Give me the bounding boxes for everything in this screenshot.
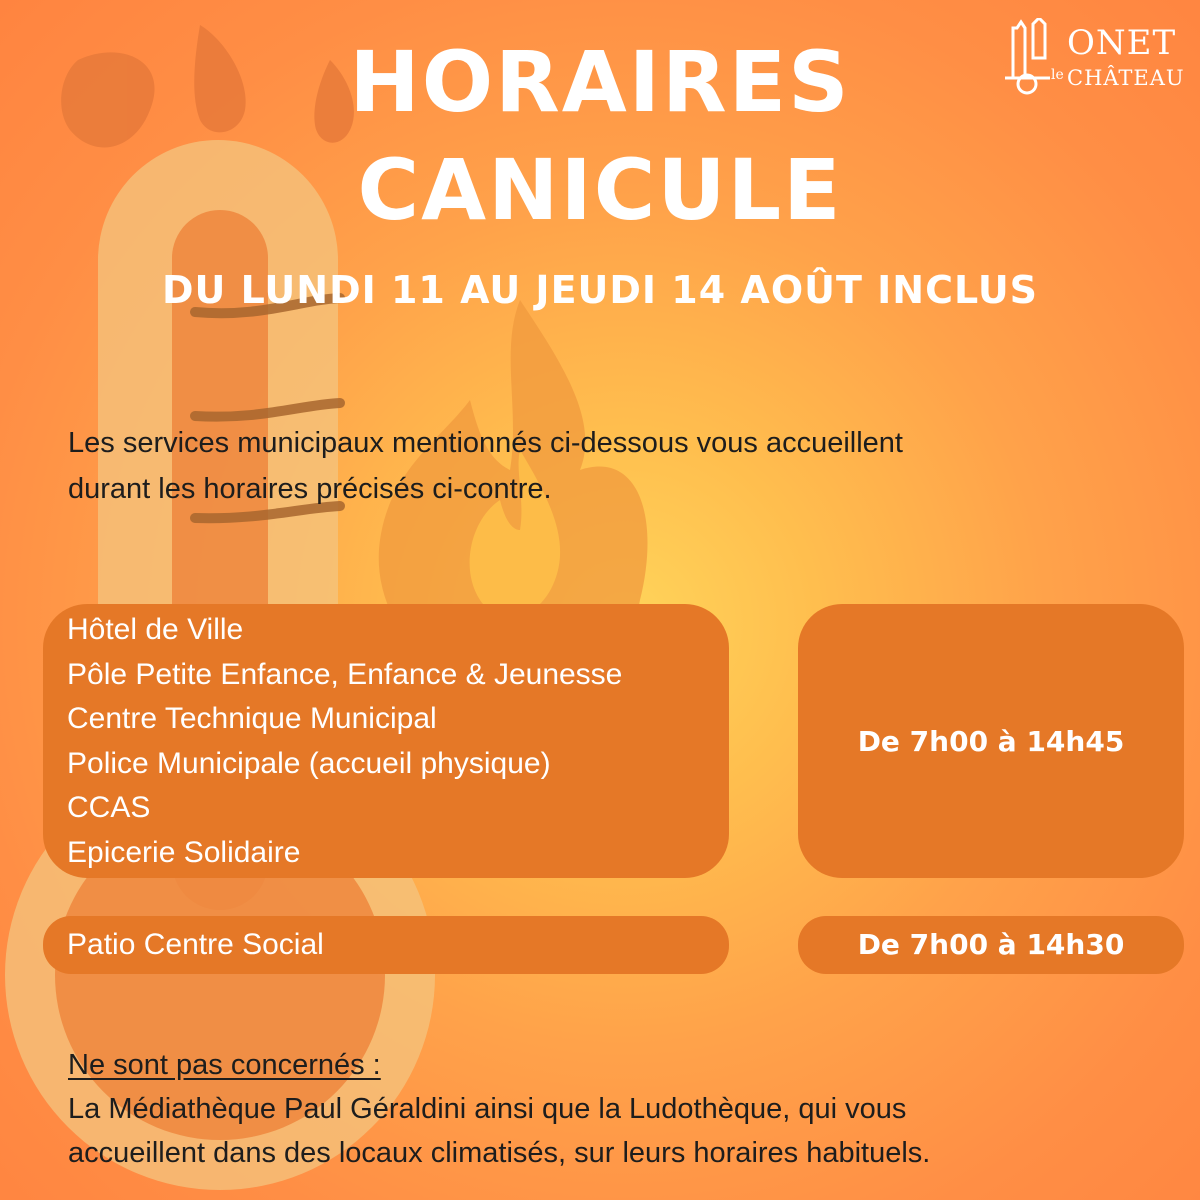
- intro-text: [68, 420, 1148, 512]
- service-item: CCAS: [67, 791, 151, 824]
- service-item: Police Municipale (accueil physique): [67, 746, 551, 780]
- service-item: Patio Centre Social: [67, 928, 324, 961]
- opening-hours: De 7h00 à 14h30: [857, 928, 1125, 961]
- service-item: Centre Technique Municipal: [67, 702, 437, 735]
- service-item: Pôle Petite Enfance, Enfance & Jeunesse: [67, 657, 623, 691]
- service-item: Hôtel de Ville: [67, 613, 244, 646]
- logo-name-top: ONET: [1067, 23, 1177, 63]
- exceptions-note: [68, 1043, 1168, 1175]
- logo-name-le: le: [1051, 67, 1064, 83]
- opening-hours: De 7h00 à 14h45: [857, 725, 1125, 758]
- page-title-line2: CANICULE: [357, 141, 843, 239]
- intro-line: Les services municipaux mentionnés ci-dessous vous accueillent: [68, 427, 903, 459]
- note-line: La Médiathèque Paul Géraldini ainsi que la Ludothèque, qui vous: [68, 1093, 907, 1125]
- service-list: [67, 608, 737, 875]
- intro-line: durant les horaires précisés ci-contre.: [68, 473, 552, 505]
- note-heading: Ne sont pas concernés :: [68, 1049, 381, 1081]
- page-title-line1: HORAIRES: [349, 33, 851, 131]
- logo-name-bottom: CHÂTEAU: [1067, 66, 1185, 90]
- note-line: accueillent dans des locaux climatisés, sur leurs horaires habituels.: [68, 1137, 931, 1169]
- service-item: Epicerie Solidaire: [67, 835, 301, 869]
- date-range-subtitle: DU LUNDI 11 AU JEUDI 14 AOÛT INCLUS: [161, 268, 1039, 312]
